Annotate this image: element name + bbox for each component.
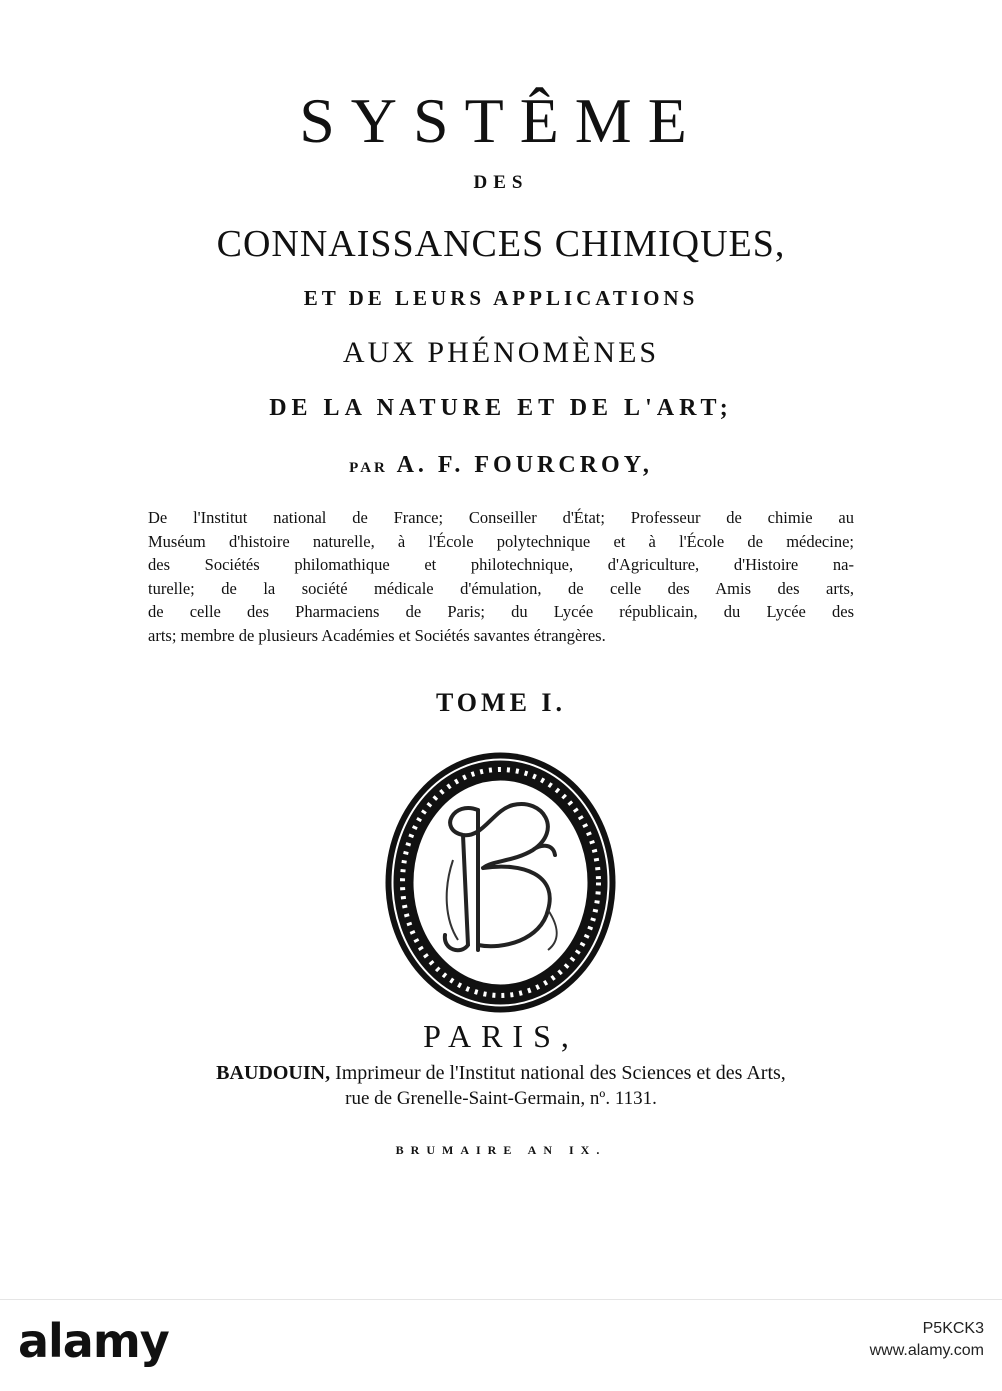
imprint-date: BRUMAIRE AN IX. bbox=[395, 1143, 607, 1157]
image-code-block bbox=[870, 1318, 984, 1362]
site-url: www.alamy.com bbox=[869, 1342, 984, 1359]
volume-label: TOME I. bbox=[435, 688, 567, 717]
author-title-line: des Sociétés philomathique et philotechnique, d'Agriculture, d'Histoire na- bbox=[148, 555, 854, 574]
title-subject: CONNAISSANCES CHIMIQUES, bbox=[216, 223, 786, 265]
author-title-line: Muséum d'histoire naturelle, à l'École polytechnique et à l'École de médecine; bbox=[148, 531, 854, 551]
imprint-city: PARIS, bbox=[423, 1018, 579, 1054]
title-line5: DE LA NATURE ET DE L'ART; bbox=[269, 395, 733, 421]
author-titles bbox=[148, 506, 854, 647]
title-line3: ET DE LEURS APPLICATIONS bbox=[303, 286, 699, 310]
alamy-logo: alamy bbox=[18, 1314, 169, 1368]
author-line bbox=[0, 452, 1002, 479]
printer-details: Imprimeur de l'Institut national des Sciences et des Arts, bbox=[330, 1062, 786, 1084]
printer-name: BAUDOUIN, bbox=[216, 1062, 331, 1084]
imprint-printer bbox=[0, 1062, 1002, 1085]
author-title-line: turelle; de la société médicale d'émulation, de celle des Amis des arts, bbox=[148, 578, 854, 598]
stock-footer bbox=[0, 1299, 1002, 1391]
par-label: PAR bbox=[349, 460, 388, 476]
author-title-line: de celle des Pharmaciens de Paris; du Lycée républicain, du Lycée des bbox=[148, 602, 854, 621]
author-title-line: De l'Institut national de France; Conseiller d'État; Professeur de chimie au bbox=[148, 508, 854, 527]
author-title-line: arts; membre de plusieurs Académies et Sociétés savantes étrangères. bbox=[148, 625, 606, 645]
author-name: A. F. FOURCROY, bbox=[396, 452, 653, 478]
title-des: DES bbox=[473, 172, 529, 193]
image-code: P5KCK3 bbox=[922, 1320, 984, 1337]
monogram-seal-icon bbox=[383, 750, 618, 1015]
title-line4: AUX PHÉNOMÈNES bbox=[342, 336, 660, 369]
title-main: SYSTÊME bbox=[299, 85, 703, 156]
imprint-address: rue de Grenelle-Saint-Germain, nº. 1131. bbox=[345, 1088, 657, 1109]
